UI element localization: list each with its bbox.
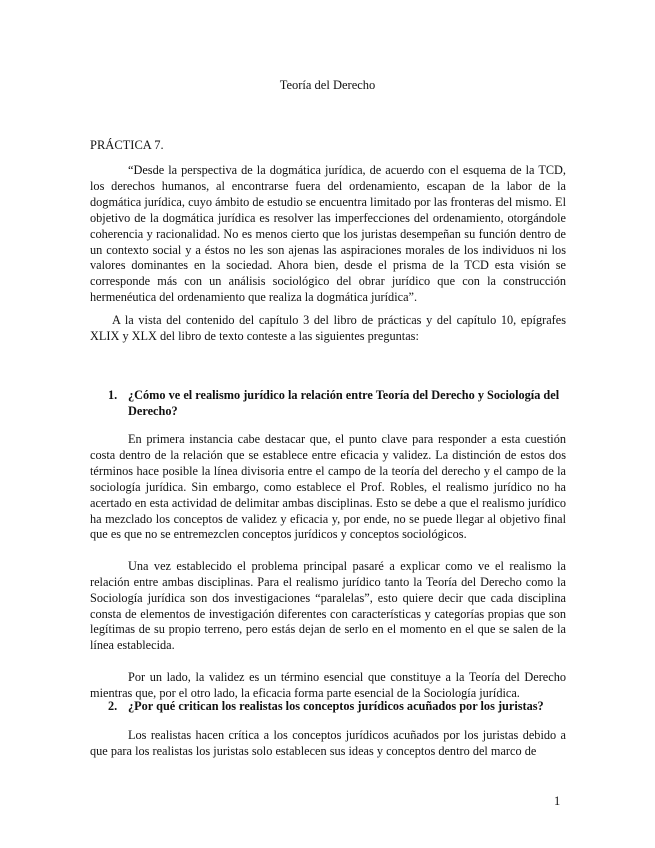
question-1-heading [90,388,566,420]
answer-1-paragraph-2: Una vez establecido el problema principal pasaré a explicar como ve el realismo la relación entre ambas disciplinas. Para el realismo jurídico tanto la Teoría del Derecho como la Sociología jurídica son dos investigaciones “paralelas”, esto quiere decir que cada disciplina consta de elementos de investigación diferentes con características y categorías propias que son legítimas de su propio terreno, pero estás dejan de serlo en el momento en el que se salen de la línea establecida. [90,558,566,653]
quote-block [90,163,566,306]
answer-1-paragraph-1: En primera instancia cabe destacar que, el punto clave para responder a esta cuestión costa dentro de la relación que se establece entre eficacia y validez. La distinción de estos dos términos hace posible la línea divisoria entre el campo de la teoría del derecho y el campo de la sociología jurídica. Sin embargo, como establece el Prof. Robles, el realismo jurídico no ha acertado en esta actividad de delimitar ambas disciplinas. Esto se debe a que el realismo jurídico ha mezclado los conceptos de validez y eficacia y, por ende, no se puede llegar al objetivo final que es que no se entremezclen conceptos jurídicos y conceptos sociológicos. [90,432,566,542]
question-1-number: 1. [108,388,118,402]
question-2-number: 2. [108,699,118,713]
answer-1-paragraph-3: Por un lado, la validez es un término esencial que constituye a la Teoría del Derecho mientras que, por el otro lado, la eficacia forma parte esencial de la Sociología jurídica. [90,669,566,700]
page-number: 1 [554,794,561,808]
intro-paragraph: A la vista del contenido del capítulo 3 del libro de prácticas y del capítulo 10, epígrafes XLIX y XLX del libro de texto conteste a las siguientes preguntas: [90,313,566,343]
page-header-title: Teoría del Derecho [279,78,376,92]
practice-title: PRÁCTICA 7. [90,138,164,152]
answer-2-block [90,728,566,775]
intro-block [90,313,566,345]
quote-paragraph: “Desde la perspectiva de la dogmática jurídica, de acuerdo con el esquema de la TCD, los derechos humanos, al encontrarse fuera del ordenamiento, escapan de la labor de la dogmática jurídica, cuyo ámbito de estudio se encuentra limitado por las fronteras del mismo. El objetivo de la dogmática jurídica es resolver las imperfecciones del ordenamiento, otorgándole coherencia y racionalidad. No es menos cierto que los juristas desempeñan su función dentro de un contexto social y a éstos no les son ajenas las aspiraciones morales de los individuos ni los valores dominantes en la sociedad. Ahora bien, desde el prisma de la TCD esta visión se corresponde más con un análisis sociológico del obrar jurídico que con la construcción hermenéutica del ordenamiento que realiza la dogmática jurídica”. [90,163,566,305]
question-2-heading [90,699,566,715]
question-2-text: ¿Por qué critican los realistas los conceptos jurídicos acuñados por los juristas? [128,699,544,713]
answer-2-paragraph-1: Los realistas hacen crítica a los conceptos jurídicos acuñados por los juristas debido a que para los realistas los juristas solo establecen sus ideas y conceptos dentro del marco de [90,728,566,758]
answer-1-block [90,432,566,717]
question-1-text: ¿Cómo ve el realismo jurídico la relación entre Teoría del Derecho y Sociología del Derecho? [128,388,560,418]
